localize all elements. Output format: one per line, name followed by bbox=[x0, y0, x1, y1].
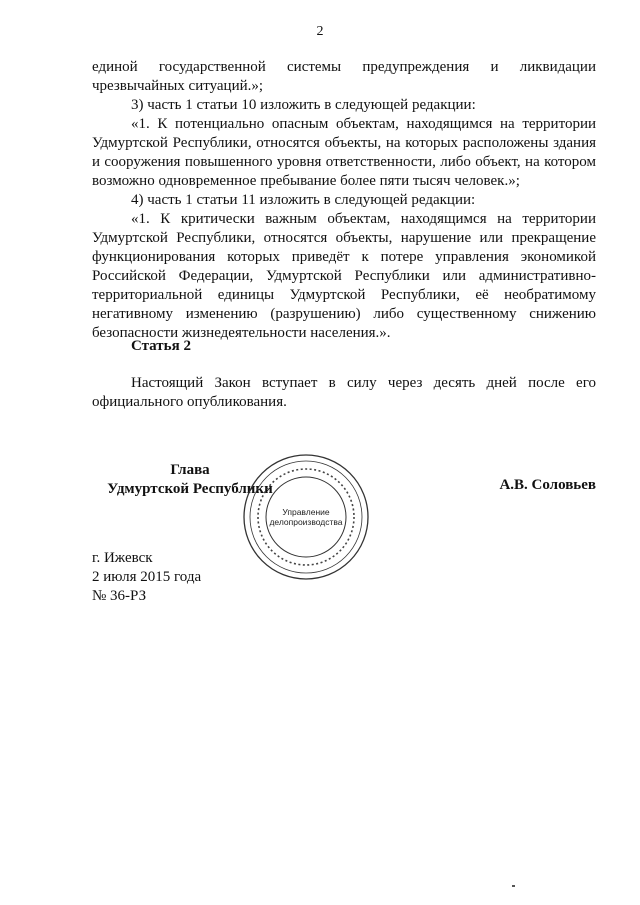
seal-center-line1: Управление bbox=[282, 507, 330, 517]
paragraph-1: 3) часть 1 статьи 10 изложить в следующей редакции: bbox=[131, 97, 476, 113]
law-amendments-text bbox=[92, 58, 596, 343]
official-seal-icon bbox=[241, 452, 371, 582]
paragraph-4: «1. К критически важным объектам, находящимся на территории Удмуртской Республики, относятся объекты, нарушение или прекращение функционирования которых приведёт к потере управления экономикой Российской Федерации, Удмуртской Республики или административно-территориальной единицы Удмуртской Республики, её необратимому негативному изменению (разрушению) либо существенному снижению безопасности жизнедеятельности населения.». bbox=[92, 211, 596, 341]
page-number: 2 bbox=[316, 24, 324, 39]
scan-mark bbox=[512, 885, 515, 887]
signature-title-line2: Удмуртской Республики bbox=[107, 481, 273, 497]
seal-center-line2: делопроизводства bbox=[269, 517, 343, 527]
article-body: Настоящий Закон вступает в силу через десять дней после его официального опубликования. bbox=[92, 375, 596, 410]
paragraph-0: единой государственной системы предупреждения и ликвидации чрезвычайных ситуаций.»; bbox=[92, 59, 596, 94]
date: 2 июля 2015 года bbox=[92, 569, 202, 585]
signature-title-line1: Глава bbox=[170, 462, 210, 478]
law-number: № 36-РЗ bbox=[92, 588, 147, 604]
signature-name: А.В. Соловьев bbox=[499, 477, 596, 493]
paragraph-3: 4) часть 1 статьи 11 изложить в следующей редакции: bbox=[131, 192, 476, 208]
place-and-date bbox=[92, 549, 201, 606]
paragraph-2: «1. К потенциально опасным объектам, находящимся на территории Удмуртской Республики, относятся объекты, на которых расположены здания и сооружения повышенного уровня ответственности, либо объект, на котором возможно одновременное пребывание более пяти тысяч человек.»; bbox=[92, 116, 596, 189]
article-heading: Статья 2 bbox=[131, 338, 191, 354]
article-text bbox=[92, 374, 596, 412]
city: г. Ижевск bbox=[92, 550, 153, 566]
